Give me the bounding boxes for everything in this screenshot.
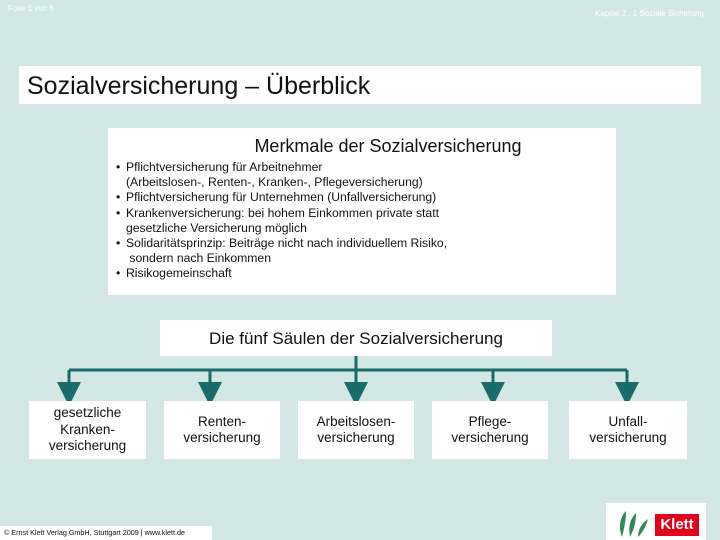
saeulen-title: Die fünf Säulen der Sozialversicherung (209, 329, 503, 348)
merkmale-title: Merkmale der Sozialversicherung (254, 136, 522, 156)
merkmale-item: • Pflichtversicherung für Unternehmen (Unfallversicherung) (116, 190, 447, 205)
chapter-label: Kapitel 2 . 1 Soziale Sicherung (595, 9, 704, 18)
pillar-arbeitslosenversicherung: Arbeitslosen- versicherung (298, 401, 414, 459)
klett-logo (606, 503, 706, 540)
pillar-krankenversicherung: gesetzliche Kranken- versicherung (29, 401, 146, 459)
merkmale-item: • Pflichtversicherung für Arbeitnehmer (Arbeitslosen-, Renten-, Kranken-, Pflegeversicherung) (116, 160, 447, 190)
klett-leaf-icon (614, 507, 650, 539)
klett-logo-text: Klett (655, 514, 699, 536)
page-title: Sozialversicherung – Überblick (27, 72, 371, 100)
merkmale-item: • Risikogemeinschaft (116, 266, 447, 281)
pillar-unfallversicherung: Unfall- versicherung (569, 401, 687, 459)
merkmale-item: • Krankenversicherung: bei hohem Einkommen private statt gesetzliche Versicherung möglich (116, 206, 447, 236)
copyright-footer: © Ernst Klett Verlag GmbH, Stuttgart 2009 | www.klett.de (0, 526, 212, 540)
pillar-rentenversicherung: Renten- versicherung (164, 401, 280, 459)
merkmale-item: • Solidaritätsprinzip: Beiträge nicht nach individuellem Risiko, sondern nach Einkommen (116, 236, 447, 266)
pillar-pflegeversicherung: Pflege- versicherung (432, 401, 548, 459)
slide-number: Folie 1 von 6 (8, 4, 54, 13)
